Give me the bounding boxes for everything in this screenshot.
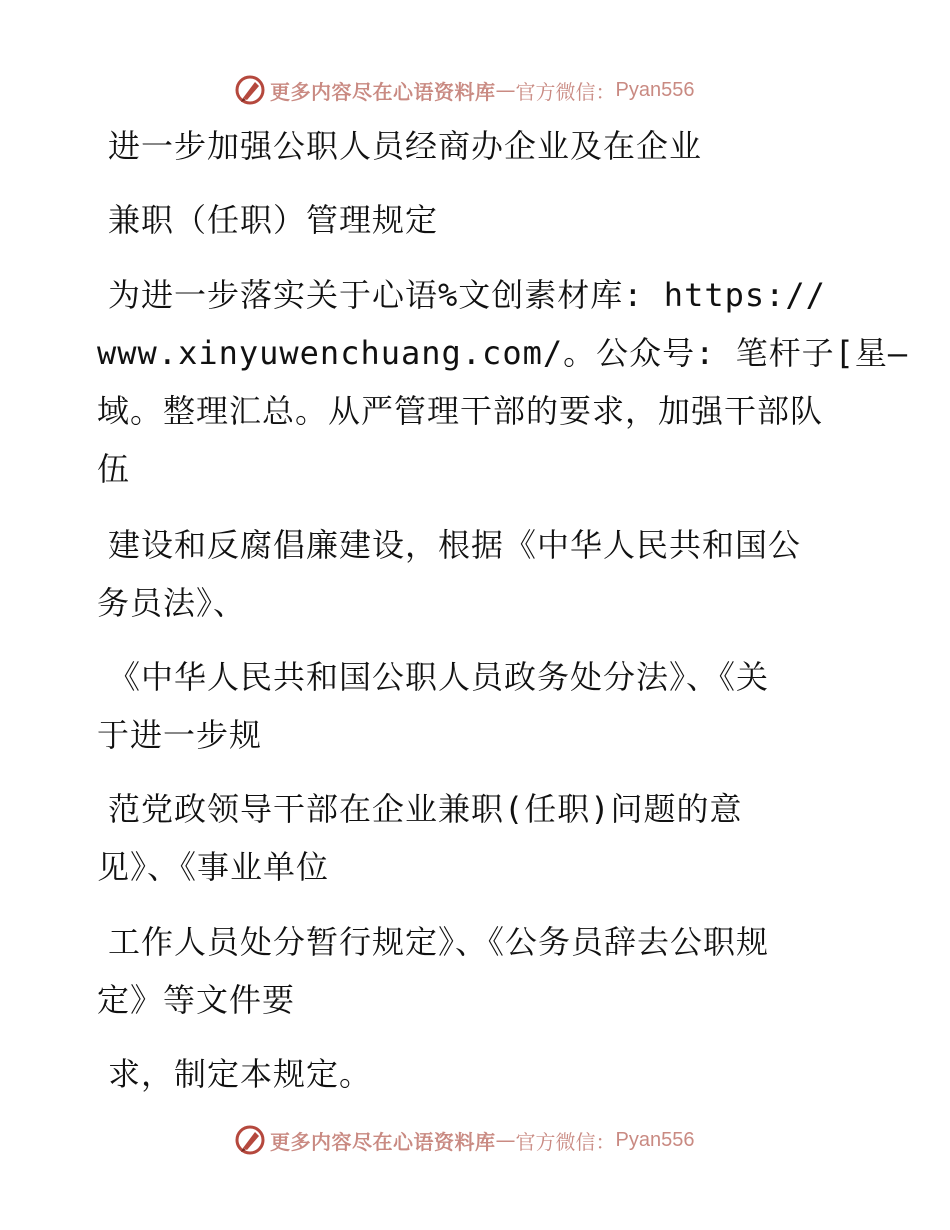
body-line: 为进一步落实关于心语%文创素材库: https:// <box>108 276 826 314</box>
body-line: www.xinyuwenchuang.com/。公众号: 笔杆子[星— <box>97 334 909 372</box>
body-line: 域。整理汇总。从严管理干部的要求，加强干部队 <box>97 392 824 430</box>
pen-nib-logo-icon <box>234 1124 266 1156</box>
document-title-line-2: 兼职（任职）管理规定 <box>108 201 439 239</box>
body-line: 伍 <box>97 450 131 488</box>
pen-nib-logo-icon <box>234 74 266 106</box>
body-line: 《中华人民共和国公职人员政务处分法》、《关 <box>108 658 770 696</box>
banner-dash: — <box>495 78 516 102</box>
body-line: 工作人员处分暂行规定》、《公务员辞去公职规 <box>108 923 770 961</box>
banner-wechat-label: 官方微信： <box>515 79 616 104</box>
document-title-line-1: 进一步加强公职人员经商办企业及在企业 <box>108 127 703 165</box>
footer-watermark-banner <box>234 1122 694 1158</box>
banner-wechat-id: Pyan556 <box>615 78 695 101</box>
body-line: 于进一步规 <box>97 716 263 754</box>
banner-wechat-label: 官方微信： <box>515 1129 616 1154</box>
banner-wechat-id: Pyan556 <box>615 1128 695 1151</box>
body-line: 求，制定本规定。 <box>108 1055 373 1093</box>
header-watermark-banner <box>234 72 694 108</box>
body-line: 见》、《事业单位 <box>97 848 330 886</box>
banner-slogan: 更多内容尽在心语资料库 <box>270 79 496 104</box>
body-line: 务员法》、 <box>97 584 247 622</box>
banner-slogan: 更多内容尽在心语资料库 <box>270 1129 496 1154</box>
banner-dash: — <box>495 1128 516 1152</box>
body-line: 范党政领导干部在企业兼职(任职)问题的意 <box>108 790 743 828</box>
body-line: 建设和反腐倡廉建设，根据《中华人民共和国公 <box>108 526 802 564</box>
body-line: 定》等文件要 <box>97 981 296 1019</box>
